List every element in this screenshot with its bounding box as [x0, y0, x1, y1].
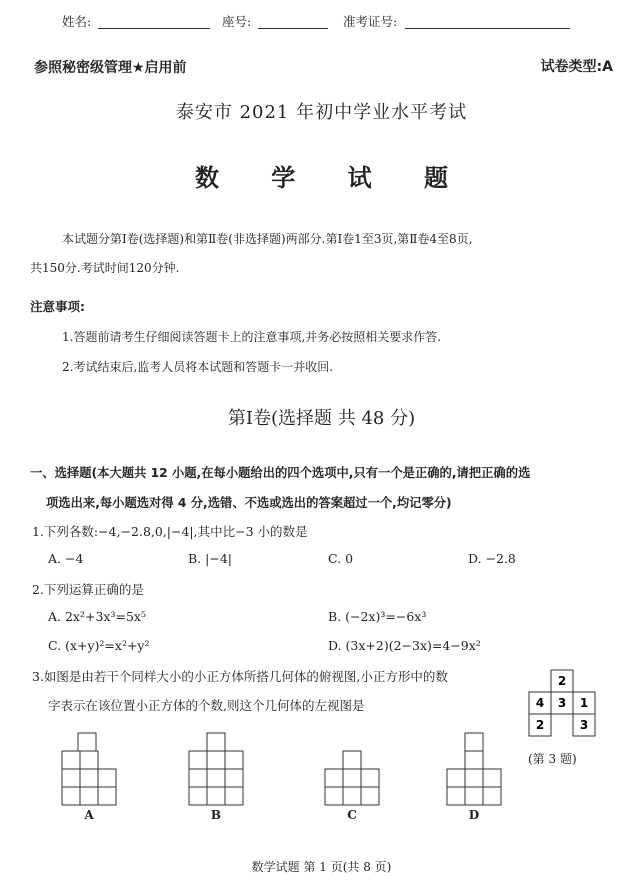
grid-number: 3	[579, 718, 589, 732]
seat-underline	[258, 28, 328, 29]
grid-number: 4	[535, 696, 545, 710]
q3-option-c-figure	[323, 732, 381, 806]
q3-option-b-figure	[187, 732, 245, 806]
q3-option-d-label: D	[468, 808, 480, 822]
q3-top-view-grid	[524, 668, 600, 744]
name-label: 姓名:	[62, 14, 92, 29]
q1-option-b: B. |−4|	[188, 551, 232, 566]
secret-notice: 参照秘密级管理★启用前	[34, 60, 187, 76]
q1-option-a: A. −4	[48, 551, 84, 566]
q2-stem: 2.下列运算正确的是	[32, 582, 144, 597]
intro-line-1: 本试题分第Ⅰ卷(选择题)和第Ⅱ卷(非选择题)两部分.第Ⅰ卷1至3页,第Ⅱ卷4至8页,	[62, 232, 473, 246]
grid-number: 2	[557, 674, 567, 688]
q3-option-c-label: C	[347, 808, 357, 822]
grid-number: 1	[579, 696, 589, 710]
q3-stem-line-1: 3.如图是由若干个同样大小的小正方体所搭几何体的俯视图,小正方形中的数	[32, 669, 448, 684]
q3-option-a-label: A	[84, 808, 94, 822]
page-footer: 数学试题 第 1 页(共 8 页)	[251, 860, 392, 874]
intro-line-2: 共150分.考试时间120分钟.	[30, 261, 180, 275]
section1-line-2: 项选出来,每小题选对得 4 分,选错、不选或选出的答案超过一个,均记零分)	[46, 496, 452, 510]
q2-option-a: A. 2x²+3x³=5x⁵	[48, 609, 146, 624]
admission-label: 准考证号:	[343, 14, 398, 29]
q3-stem-line-2: 字表示在该位置小正方体的个数,则这个几何体的左视图是	[48, 698, 365, 713]
q2-option-c: C. (x+y)²=x²+y²	[48, 638, 150, 653]
q1-stem: 1.下列各数:−4,−2.8,0,|−4|,其中比−3 小的数是	[32, 524, 308, 539]
exam-name: 泰安市 2021 年初中学业水平考试	[175, 102, 468, 123]
q2-option-d: D. (3x+2)(2−3x)=4−9x²	[328, 638, 481, 653]
q2-option-b: B. (−2x)³=−6x³	[328, 609, 427, 624]
section1-line-1: 一、选择题(本大题共 12 小题,在每小题给出的四个选项中,只有一个是正确的,请把正确的选	[30, 466, 531, 480]
name-underline	[98, 28, 210, 29]
note-item-2: 2.考试结束后,监考人员将本试题和答题卡一并收回.	[62, 360, 334, 374]
notes-heading: 注意事项:	[30, 299, 85, 314]
seat-label: 座号:	[222, 14, 252, 29]
part1-title: 第Ⅰ卷(选择题 共 48 分)	[227, 408, 416, 429]
admission-underline	[405, 28, 570, 29]
q1-option-d: D. −2.8	[468, 551, 516, 566]
note-item-1: 1.答题前请考生仔细阅读答题卡上的注意事项,并务必按照相关要求作答.	[62, 330, 442, 344]
section1-instructions	[30, 458, 615, 518]
grid-number: 3	[557, 696, 567, 710]
q3-option-d-figure	[445, 732, 503, 806]
paper-title: 数 学 试 题	[194, 163, 471, 192]
q1-option-c: C. 0	[328, 551, 354, 566]
q3-option-a-figure	[60, 732, 118, 806]
paper-type: 试卷类型:A	[540, 59, 613, 75]
grid-number: 2	[535, 718, 545, 732]
q3-figure-caption: (第 3 题)	[528, 752, 577, 766]
q3-option-b-label: B	[210, 808, 222, 822]
